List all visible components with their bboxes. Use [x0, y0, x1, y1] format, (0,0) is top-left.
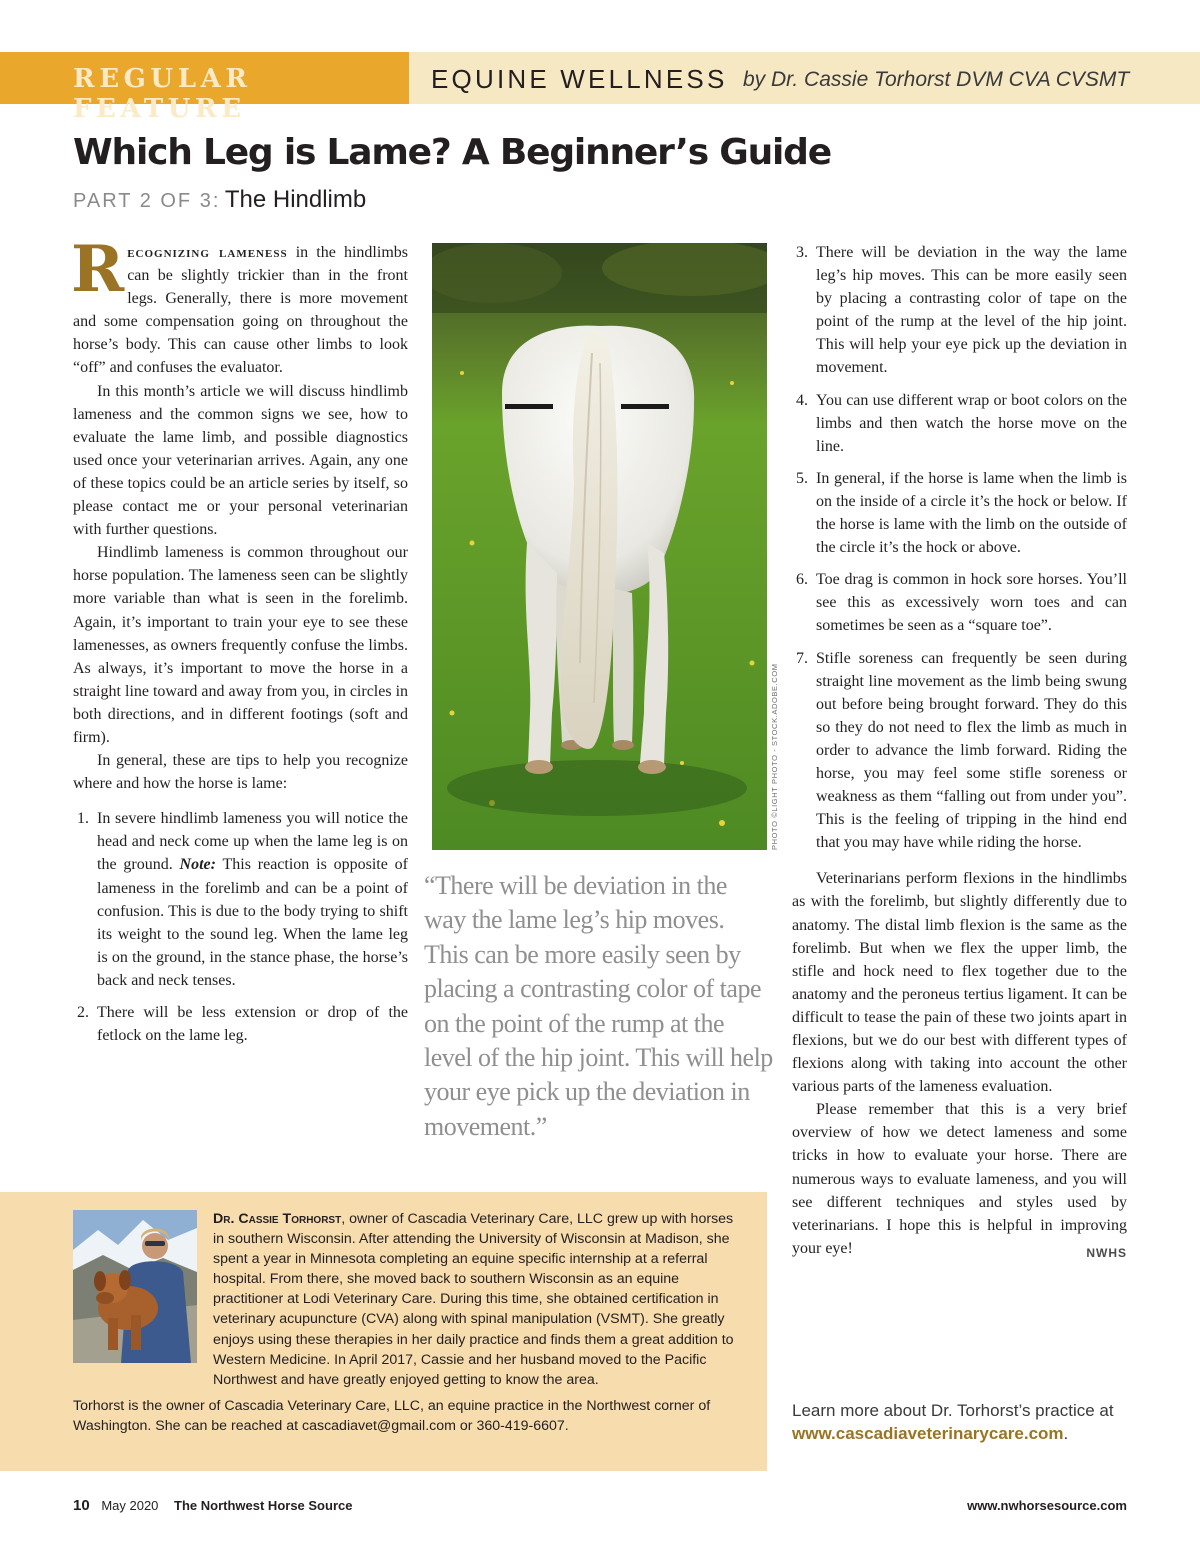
signoff-mark: NWHS	[1086, 1245, 1127, 1260]
list-number: 6.	[796, 571, 808, 589]
byline: by Dr. Cassie Torhorst DVM CVA CVSMT	[743, 68, 1130, 91]
learn-more-end: .	[1063, 1424, 1069, 1443]
photo-credit: PHOTO ©LIGHT PHOTO - STOCK.ADOBE.COM	[770, 663, 779, 850]
list-text: Toe drag is common in hock sore horses. You’ll see this as excessively worn toes and can sometimes be seen as a “square toe”.	[816, 571, 1127, 635]
list-item	[73, 807, 408, 992]
pull-quote: “There will be deviation in the way the lame leg’s hip moves. This can be more easily seen by placing a contrasting color of tape on the point of the rump at the level of the hip joint. This will help your eye pick up the deviation in movement.”	[424, 871, 773, 1141]
horse-photo	[432, 243, 767, 850]
header-band	[0, 52, 1200, 124]
issue-date: May 2020	[101, 1498, 159, 1513]
column-right	[792, 241, 1127, 1265]
practice-website-link[interactable]: www.cascadiaveterinarycare.com	[792, 1424, 1064, 1443]
drop-cap: R	[71, 232, 125, 307]
column-left	[71, 232, 409, 1056]
section-tab	[0, 52, 409, 124]
white-horse-rear-view-image	[432, 243, 767, 850]
list-item	[792, 647, 1127, 855]
paragraph-intro	[71, 232, 408, 380]
page-footer	[73, 1497, 1127, 1514]
article-subtitle	[73, 186, 366, 214]
list-text: This reaction is opposite of lameness in the forelimb and can be a point of confusion. This is due to the body trying to shift its weight to the sound leg. When the lame leg is on the ground, in the stance phase, the horse’s back and neck tenses.	[97, 856, 408, 989]
paragraph: Hindlimb lameness is common throughout our horse population. The lameness seen can be slightly more variable than what is seen in the forelimb. Again, it’s important to train your eye to see these lamenesses, as owners frequently confuse the limbs. As always, it’s important to move the horse in a straight line toward and away from you, in circles in both directions, and in different footings (soft and firm).	[73, 544, 409, 746]
author-bio-box	[0, 1192, 767, 1471]
list-text: Stifle soreness can frequently be seen during straight line movement as the limb being swung out before being brought forward. They do this so they do not need to flex the limb as much in order to advance the limb forward. Riding the horse, you may feel some stifle soreness or weakness as them “falling out from under you”. This is the feeling of tripping in the hind end that you may have while riding the horse.	[816, 649, 1127, 852]
list-text: There will be deviation in the way the lame leg’s hip moves. This can be more easily seen by placing a contrasting color of tape on the point of the rump at the level of the hip joint. This will help your eye pick up the deviation in movement.	[816, 244, 1127, 377]
list-number: 3.	[796, 244, 808, 261]
list-item	[73, 1001, 408, 1047]
article-title: Which Leg is Lame? A Beginner’s Guide	[73, 132, 831, 173]
list-item	[792, 241, 1127, 380]
publication-website[interactable]: www.nwhorsesource.com	[967, 1498, 1127, 1513]
list-number: 5.	[796, 469, 808, 487]
learn-more-text: Learn more about Dr. Torhorst’s practice at	[792, 1401, 1114, 1420]
list-text: There will be less extension or drop of the fetlock on the lame leg.	[97, 1004, 408, 1045]
list-number: 4.	[796, 391, 808, 409]
intro-text: in the hindlimbs can be slightly trickier than in the front legs. Generally, there is more movement and some compensation going on throughout the horse’s body. This can cause other limbs to look “off” and confuses the evaluator.	[73, 244, 408, 377]
list-item	[792, 467, 1127, 559]
page-number: 10	[73, 1497, 90, 1514]
column-banner	[409, 52, 1200, 104]
list-number: 1.	[77, 810, 89, 828]
tips-list	[73, 807, 408, 1047]
note-label: Note:	[179, 856, 216, 874]
list-number: 2.	[77, 1004, 89, 1021]
paragraph: In this month’s article we will discuss hindlimb lameness and the common signs we see, how to evaluate the lame limb, and possible diagnostics used once your veterinarian arrives. Again, any one of these topics could be an article series by itself, so please contact me or your personal veterinarian with further questions.	[73, 382, 408, 539]
bio-text	[73, 1209, 743, 1436]
list-item	[792, 389, 1127, 458]
closing-text: Please remember that this is a very brief overview of how we detect lameness and some tricks in how to evaluate your horse. There are numerous ways to evaluate lameness, and you will see different techniques and styles used by veterinarians. I hope this is helpful in improving your eye!	[792, 1101, 1127, 1257]
paragraph-closing	[792, 1098, 1127, 1260]
list-item	[792, 568, 1127, 637]
part-label: PART 2 OF 3:	[73, 190, 221, 212]
publication-name: The Northwest Horse Source	[174, 1498, 353, 1513]
list-number: 7.	[796, 649, 808, 667]
part-title: The Hindlimb	[224, 186, 367, 213]
list-text: In general, if the horse is lame when the limb is on the inside of a circle it’s the hock or below. If the horse is lame with the limb on the outside of the circle it’s the hock or above.	[816, 469, 1127, 557]
section-label: REGULAR FEATURE	[73, 64, 252, 124]
paragraph: Veterinarians perform flexions in the hindlimbs as with the forelimb, but slightly differently due to anatomy. The distal limb flexion is the same as the forelimb. But when we flex the upper limb, the stifle and hock need to flex together due to the anatomy and the peroneus tertius ligament. It can be difficult to tease the pain of these two joints apart in flexions, but we do our best with different types of flexions along with taking into account the other various parts of the lameness evaluation.	[792, 870, 1127, 1096]
lead-in: ecognizing lameness	[127, 244, 288, 261]
bio-contact: Torhorst is the owner of Cascadia Veterinary Care, LLC, an equine practice in the Northwest corner of Washington. She can be reached at cascadiavet@gmail.com or 360-419-6607.	[73, 1397, 711, 1434]
paragraph: In general, these are tips to help you recognize where and how the horse is lame:	[73, 752, 408, 793]
column-name: EQUINE WELLNESS	[431, 64, 728, 94]
learn-more	[792, 1399, 1137, 1445]
author-name: Dr. Cassie Torhorst	[213, 1211, 342, 1227]
list-text: In severe hindlimb lameness you will notice the head and neck come up when the lame leg is on the ground.	[97, 810, 408, 874]
bio-body: , owner of Cascadia Veterinary Care, LLC grew up with horses in southern Wisconsin. After attending the University of Wisconsin at Madison, she spent a year in Minnesota completing an equine specific internship at a referral hospital. From there, she moved back to southern Wisconsin as an equine practitioner at Lodi Veterinary Care. During this time, she obtained certification in veterinary acupuncture (CVA) along with spinal manipulation (VSMT). She greatly enjoys using these therapies in her daily practice and finds them a great addition to Western Medicine. In April 2017, Cassie and her husband moved to the Pacific Northwest and have greatly enjoyed getting to know the area.	[213, 1211, 734, 1388]
tips-list-continued	[792, 241, 1127, 854]
list-text: You can use different wrap or boot colors on the limbs and then watch the horse move on the line.	[816, 391, 1127, 455]
